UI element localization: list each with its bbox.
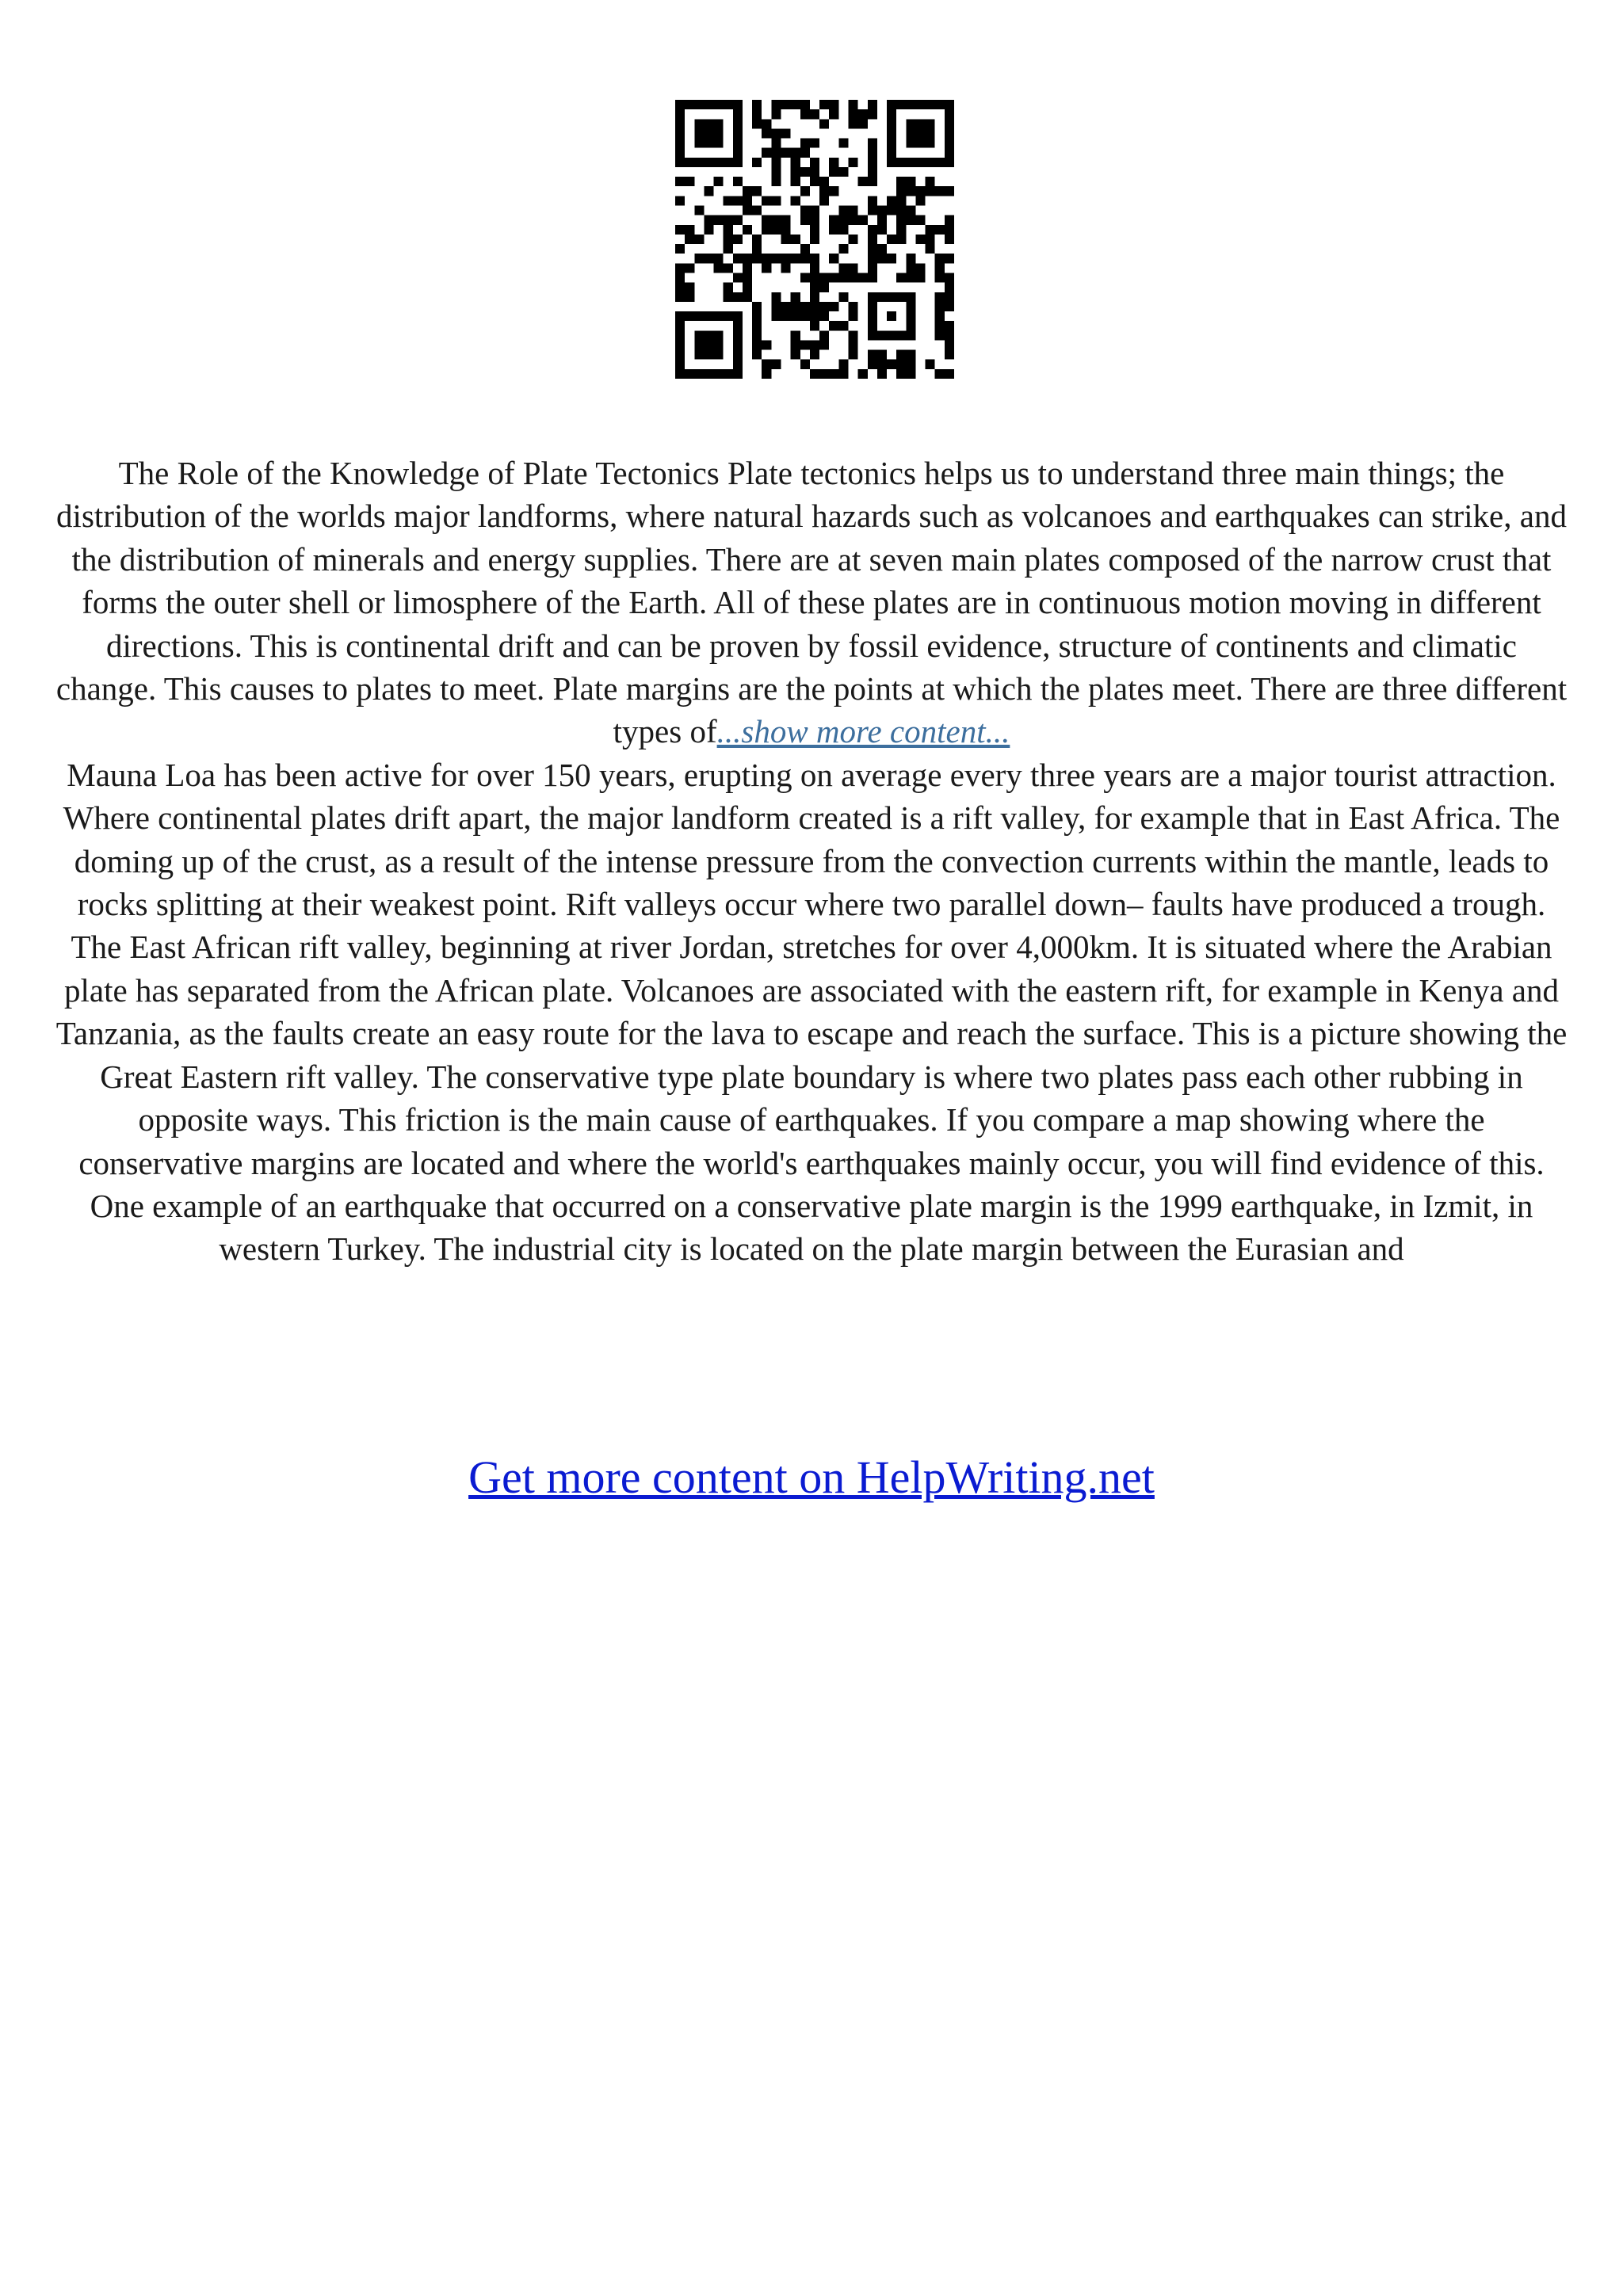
document-body [55,452,1568,1271]
get-more-content-cta [0,1450,1623,1505]
show-more-link[interactable]: ...show more content... [716,713,1010,750]
qr-code-icon [675,100,954,379]
intro-paragraph [55,452,1568,753]
get-more-content-link[interactable]: Get more content on HelpWriting.net [468,1451,1155,1503]
body-paragraph: Mauna Loa has been active for over 150 years, erupting on average every three years are a major tourist attraction. Where continental plates drift apart, the major landform created is a rift valley, for example that in East Africa. The doming up of the crust, as a result of the intense pressure from the convection currents within the mantle, leads to rocks splitting at their weakest point. Rift valleys occur where two parallel down– faults have produced a trough. The East African rift valley, beginning at river Jordan, stretches for over 4,000km. It is situated where the Arabian plate has separated from the African plate. Volcanoes are associated with the eastern rift, for example in Kenya and Tanzania, as the faults create an easy route for the lava to escape and reach the surface. This is a picture showing the Great Eastern rift valley. The conservative type plate boundary is where two plates pass each other rubbing in opposite ways. This friction is the main cause of earthquakes. If you compare a map showing where the conservative margins are located and where the world's earthquakes mainly occur, you will find evidence of this. One example of an earthquake that occurred on a conservative plate margin is the 1999 earthquake, in Izmit, in western Turkey. The industrial city is located on the plate margin between the Eurasian and [55,756,1568,1268]
intro-paragraph-text: The Role of the Knowledge of Plate Tectonics Plate tectonics helps us to understand three main things; the distribution of the worlds major landforms, where natural hazards such as volcanoes and earthquakes can strike, and the distribution of minerals and energy supplies. There are at seven main plates composed of the narrow crust that forms the outer shell or limosphere of the Earth. All of these plates are in continuous motion moving in different directions. This is continental drift and can be proven by fossil evidence, structure of continents and climatic change. This causes to plates to meet. Plate margins are the points at which the plates meet. There are three different types of [55,455,1568,750]
